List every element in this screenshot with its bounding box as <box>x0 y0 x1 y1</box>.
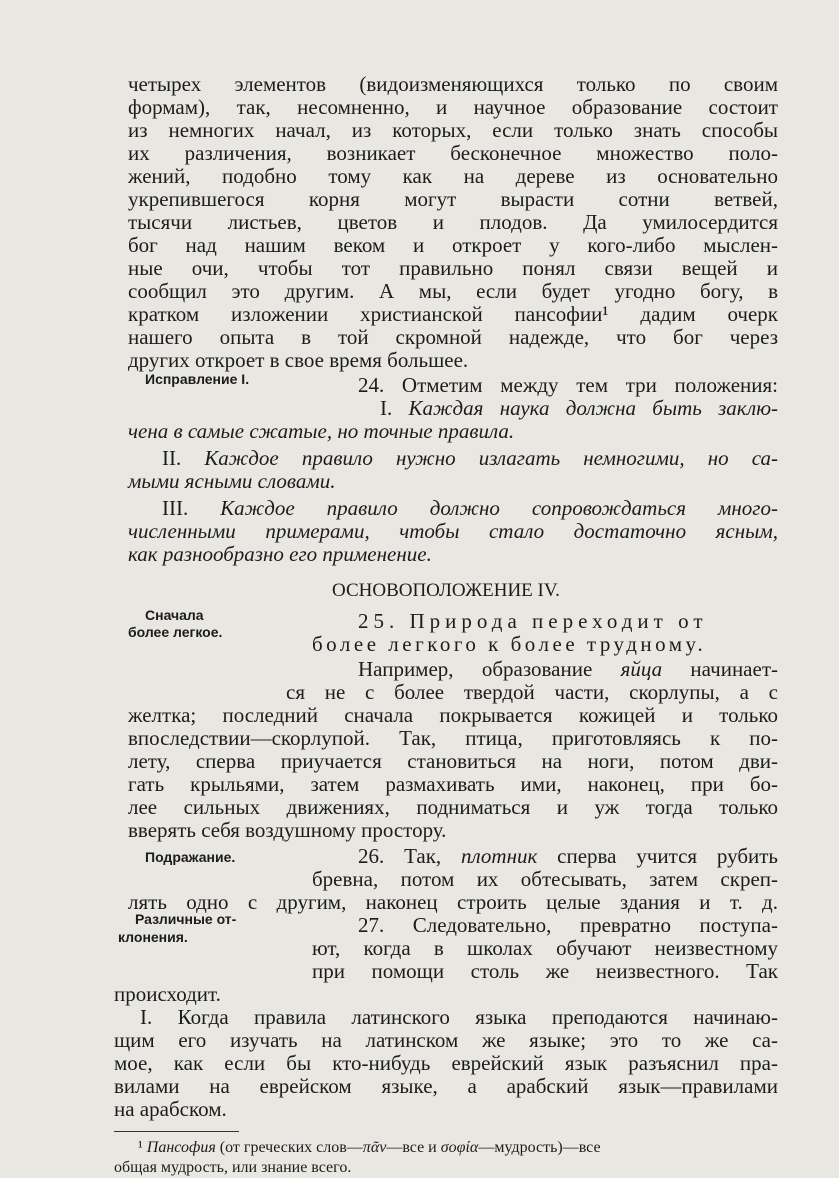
footnote-line: общая мудрость, или знание всего. <box>114 1159 352 1176</box>
margin-note-deviations: клонения. <box>118 929 188 945</box>
text-line: тысячи листьев, цветов и плодов. Да умилосердится <box>128 210 778 234</box>
text-line: на арабском. <box>114 1097 227 1121</box>
text-line: лять одно с другим, наконец строить целые здания и т. д. <box>128 890 778 914</box>
margin-note-easier: Сначала <box>145 607 204 623</box>
text-line: чена в самые сжатые, но точные правила. <box>128 419 515 443</box>
text-line: вилами на еврейском языке, а арабский язык—правилами <box>114 1074 778 1098</box>
text-line: четырех элементов (видоизменяющихся только по своим <box>128 72 778 96</box>
margin-note-deviations: Различные от- <box>135 911 237 927</box>
text-line: вверять себя воздушному простору. <box>128 818 447 842</box>
text-line: гать крыльями, затем размахивать ими, наконец, при бо- <box>128 772 778 796</box>
text-line: желтка; последний сначала покрывается кожицей и только <box>128 703 778 727</box>
text-line: формам), так, несомненно, и научное образование состоит <box>128 95 778 119</box>
text-line: 25. Природа переходит от <box>358 609 708 633</box>
text-line: мое, как если бы кто-нибудь еврейский язык разъяснил пра- <box>114 1051 778 1075</box>
margin-note-correction: Исправление I. <box>145 371 250 387</box>
text-line: численными примерами, чтобы стало достаточно ясным, <box>128 519 778 543</box>
footnote-divider <box>114 1131 239 1132</box>
text-line: кратком изложении христианской пансофии¹ дадим очерк <box>128 302 778 326</box>
footnote-mark: ¹ <box>138 1139 143 1156</box>
text-line: лету, сперва приучается становиться на ноги, потом дви- <box>128 749 778 773</box>
text-line: II. Каждое правило нужно излагать немногими, но са- <box>162 446 778 470</box>
margin-note-imitation: Подражание. <box>145 849 236 865</box>
text-line: как разнообразно его применение. <box>128 542 432 566</box>
text-line: других откроет в свое время большее. <box>128 348 469 372</box>
text-line: Например, образование яйца начинает- <box>358 657 778 681</box>
text-line: сообщил это другим. А мы, если будет угодно богу, в <box>128 279 778 303</box>
text-line: ют, когда в школах обучают неизвестному <box>312 936 778 960</box>
text-line: 24. Отметим между тем три положения: <box>358 373 778 397</box>
text-line: жений, подобно тому как на дереве из основательно <box>128 164 778 188</box>
text-line: щим его изучать на латинском же языке; это то же са- <box>114 1028 778 1052</box>
text-line: мыми ясными словами. <box>128 469 336 493</box>
text-line: ся не с более твердой части, скорлупы, а с <box>286 680 778 704</box>
text-line: при помощи столь же неизвестного. Так <box>312 959 778 983</box>
text-line: I. Каждая наука должна быть заклю- <box>380 396 778 420</box>
text-line: бревна, потом их обтесывать, затем скреп- <box>312 867 778 891</box>
text-line: нашего опыта в той скромной надежде, что бог через <box>128 325 778 349</box>
section-heading: ОСНОВОПОЛОЖЕНИЕ IV. <box>332 580 560 601</box>
footnote-term: Пансофия <box>146 1139 216 1156</box>
text-line: бог над нашим веком и откроет у кого-либо мыслен- <box>128 233 778 257</box>
text-line: более легкого к более трудному. <box>312 632 707 656</box>
text-line: из немногих начал, из которых, если только знать способы <box>128 118 778 142</box>
text-line: впоследствии—скорлупой. Так, птица, приготовляясь к по- <box>128 726 778 750</box>
margin-note-easier: более легкое. <box>128 624 223 640</box>
footnote-line: ¹ Пансофия (от греческих слов—πᾶν—все и σοφία—мудрость)—все <box>138 1139 601 1156</box>
text-line: ные очи, чтобы тот правильно понял связи вещей и <box>128 256 778 280</box>
text-line: лее сильных движениях, подниматься и уж тогда только <box>128 795 778 819</box>
text-line: их различения, возникает бесконечное множество поло- <box>128 141 778 165</box>
text-line: 26. Так, плотник сперва учится рубить <box>358 844 778 868</box>
text-line: укрепившегося корня могут вырасти сотни ветвей, <box>128 187 778 211</box>
text-line: I. Когда правила латинского языка преподаются начинаю- <box>140 1005 778 1029</box>
text-line: происходит. <box>114 982 221 1006</box>
text-line: 27. Следовательно, превратно поступа- <box>358 913 778 937</box>
text-line: III. Каждое правило должно сопровождаться много- <box>162 496 778 520</box>
